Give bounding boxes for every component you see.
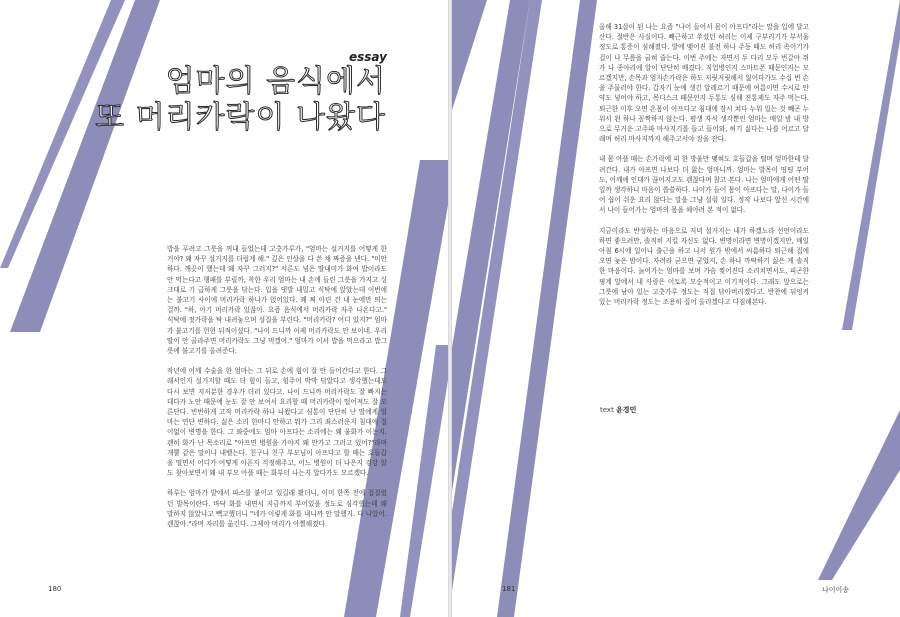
paragraph: 지금이라도 반성하는 마음으로 저녁 설거지는 내가 하겠노라 선언이라도 하면 좋으려만, 솔직히 지킬 자신도 없다. 변명이라면 변명이겠지만, 매일 아침 6시에 일어나 출근을 하고 나서 원가 밖에서 씨름하다 퇴근해 집에 오면 늦은 밤이다. 자려라 굳으면 굳었지, 손 하나 까딱하기 싫은 게 솔직한 마음이다. 늙어가는 엄마를 보며 가슴 찢어진다 소리치면서도, 피곤한 핑계 앞에서 내 사랑은 이토록 모순적이고 이기적이다. 그래도 앞으로는 그릇에 남아 있는 고춧가루 정도는 직접 닦아버리겠다고. 반찬에 뒤엉켜 있는 머리카락 정도는 조용히 집어 올리겠다고 다짐해본다. xyxy=(599,226,809,307)
byline xyxy=(600,405,636,415)
title-line-1: 엄마의 음식에서 xyxy=(165,64,386,99)
article-title xyxy=(95,64,386,136)
paragraph: 밥을 푸려고 그릇을 꺼내 들었는데 고춧가루가, "엄마는 설거지를 어떻게 한 거야? 왜 자꾸 설거지를 더럽게 해." 깊은 인상을 다 쓴 채 짜증을 낸다. "미안하다. 깨끗이 했는데 왜 자꾸 그러지?" 서른도 넘은 딸내미가 화여 밥이라도 안 먹는다고 행패를 부릴까, 착한 우리 엄마는 내 손에 들린 그릇을 가지고 싱크대로 기 급하게 그릇을 닦는다. 입을 댓발 내밀고 식탁에 앉았는데 이번에는 불고기 사이에 머리카락 하나가 얹어있다. 꽤 쩌 아린 건 내 눈에만 띄는 걸까. "하, 아기 머리카락 있잖아. 요즘 음식에서 머리카락 자주 나온다고." 식탁에 젓가락을 탁 내려놓으며 성질을 부린다. "머리카락? 어디 있지?" 엄마가 불고기를 헌헌 뒤적이셨다. "나이 드니까 이제 머리카락도 안 보이네. 우리 딸이 안 골라주면 머리카락도 그냥 먹겠어." 엄마가 이서 밥을 먹으라고 밥그릇에 불고기를 올려준다. xyxy=(167,245,387,356)
title-line-2: 또 머리카락이 나왔다 xyxy=(95,100,386,135)
diagonal-stripe xyxy=(10,0,160,332)
paragraph: 하루는 엄마가 밭에서 파스를 붙이고 있길래 봤더니, 이미 한쪽 전에 접질렸던 발목이란다. 바닥 화를 내면서 지금까지 부어있을 정도로 심각했는데 왜 말하지 않았냐고 빽고했더니 "네가 이렇게 화를 내니까 안 말했지. 다 나았어. 괜찮아."라며 자리를 옮긴다. 그제야 머리가 아찔해졌다. xyxy=(167,489,387,529)
page-number-right: 181 xyxy=(502,585,516,593)
section-label: essay xyxy=(349,50,387,64)
right-page xyxy=(452,0,900,617)
paragraph: 내 몸 아플 때는 손가락에 피 한 방울만 맺혀도 호들갑을 떨며 엄마한테 달려간다. 내가 아프면 나보다 더 앓는 엄마니까. 엄마는 발목이 띵띵 부어도, 어깨에 인대가 끊어지고도 괜찮다며 참고 본다. 나는 엄마에게 어떤 딸일까 생각하니 마음이 씁쓸하다. 나이가 들어 몸이 아프다는 말, 나이가 들어 쉽어 쉬운 요리 않다는 말을 그냥 설렁 일다. 정작 나보다 앞선 시간에서 나이 들어가는 엄마의 몸을 헤아려 본 적이 없다. xyxy=(599,155,809,215)
author-name: 윤경민 xyxy=(616,406,637,414)
diagonal-stripe xyxy=(818,410,900,580)
magazine-section-label: 나이이송 xyxy=(822,586,850,594)
paragraph: 작년에 어깨 수술을 한 엄마는 그 뒤로 손에 힘이 잘 안 들어간다고 한다. 그래서인지 설거지할 때도 더 힘이 들고, 힘주어 박박 닦았다고 생각했는데도 다시 보면 지저분한 경우가 더러 있다고. 나이 드니까 머리카락도 잘 빠지는 데다가 노안 때문에 눈도 잘 안 보여서 요리할 때 머리카락이 떨어져도 잘 모른단다. 빈번하게 고작 머리카락 하나 나왔다고 심통이 단단히 난 딸에게 엄마는 연단 변하다. 싫은 소리 한마디 안하고 뭐가 그리 죄스러운지 침대에 접이없이 변명을 한다. 그 와중에도 엄마 아프다는 소리에는 왜 울화가 이는지. 괜히 화가 난 목소리로 "아프면 병원을 가야지 왜 안가고 그러고 있어?"라며 개뿔 같은 말이나 내뱉는다. 친구나 친구 부모님이 아프다고 할 때는 호들갑을 떨면서 어디가 어떻게 아픈지 걱정해주고, 어느 병원이 더 나은지 검강 알도 찾아보면서 왜 내 부모 아플 때는 화부터 나는지 알다가도 모르겠다. xyxy=(167,367,387,478)
right-body-text xyxy=(599,22,809,317)
left-body-text xyxy=(167,244,387,539)
paragraph: 올해 31살이 된 나는 요즘 "나이 들어서 몸이 아프다"라는 말을 입에 달고 산다. 절반은 사실이다. 빼근하고 쑤셨던 허리는 이제 구부리기가 부서울 정도로 통증이 심해졌다. 발에 맺어진 불전 하나 주둥 때도 허리 속이기가 겁이 나 무릎을 굽혀 줍는다. 이번 주에는 자면서 두 다리 모두 번갈아 쥐가 나 종아리에 알이 단단히 배겼다. 직업병인지 스마트폰 때문인지는 모르겠지만, 손목과 엄지손가락은 하도 저릿저릿해서 잃어다가도 수십 번 손을 주물러야 한다. 갑자기 눈에 생긴 알레르기 때문에 여름이면 수시로 안약도 넣어야 하고, 목디스크 때문인지 두통도 심해 진통제도 자주 먹는다. 퇴근한 이후 오면 온몸이 아프다고 침대에 잠시 쳐다 누워 있는 것 빼곤 누워서 왼 하나 꼼짝하지 않는다. 평생 자식 생각뿐인 엄마는 매일 밤 내 방으로 무거운 고주파 마사지기를 들고 들어와, 허기 싫다는 나를 어르고 달래며 허리 마사지까지 해주고서야 잠을 잔다. xyxy=(599,23,809,144)
page-number-left: 180 xyxy=(48,585,62,593)
left-page xyxy=(0,0,448,617)
byline-prefix: text xyxy=(600,406,617,414)
diagonal-stripe xyxy=(842,0,900,330)
diagonal-stripe xyxy=(452,0,487,110)
